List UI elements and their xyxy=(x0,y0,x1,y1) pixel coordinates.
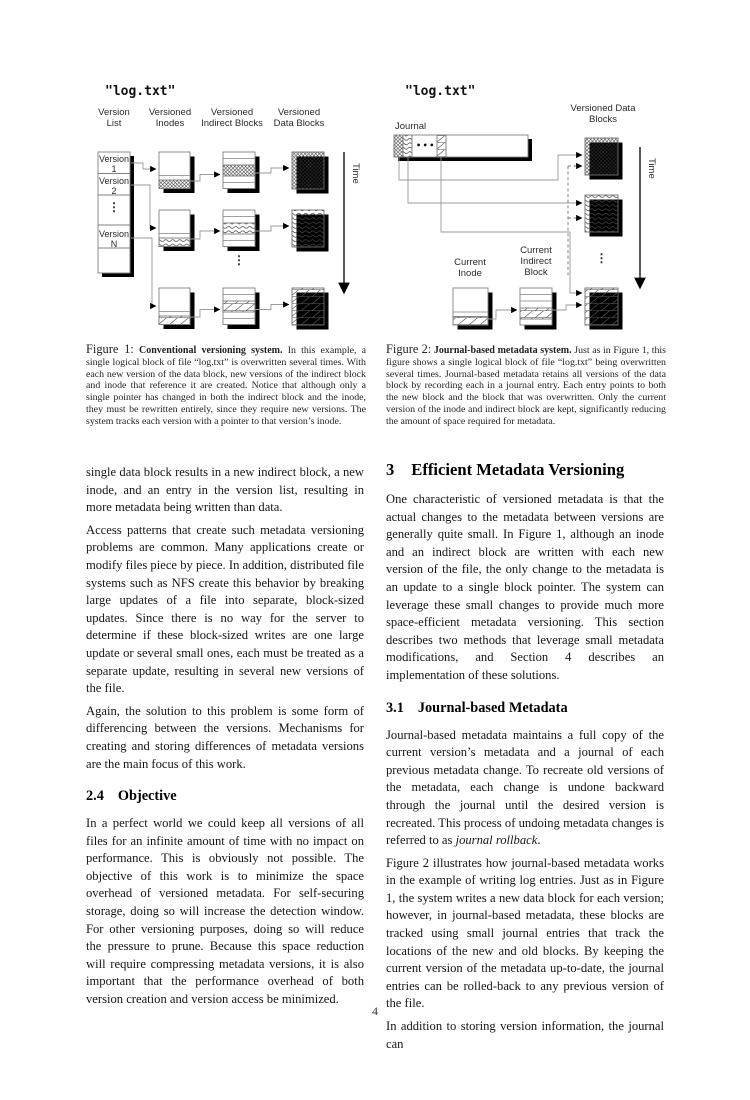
section-heading-3 xyxy=(386,460,664,480)
fig2-journal-ellipsis: ••• xyxy=(416,141,436,150)
section-number: 3.1 xyxy=(386,699,404,716)
right-paragraph-3: Figure 2 illustrates how journal-based metadata works in the example of writing log entries. Just as in Figure 1, the system writes a new data block for each version; however, in journal-based metadata, these blocks are tracked using small journal entries that track the locations of the new and old blocks. By keeping the current version of the metadata up-to-date, the journal entries can be rolled-back to any previous version of the file. xyxy=(386,855,664,1011)
right-paragraph-2-period: . xyxy=(537,833,541,848)
page-number: 4 xyxy=(372,1004,378,1018)
fig2-current-indirect-block xyxy=(520,288,557,330)
figure2-caption xyxy=(386,344,666,428)
section-title: Objective xyxy=(117,788,177,805)
section-heading-2-4 xyxy=(86,788,364,805)
figure2-caption-text: Just as in Figure 1, this figure shows a single logical block of file “log.txt” being overwritten several times. Journal-based metadata retains all versions of the data block by recording each in a journal entry. Each entry points to both the new block and the block that was overwritten. Only the current version of the inode and indirect block are kept, significantly reducing the amount of space required for metadata. xyxy=(386,345,667,427)
right-paragraph-2-text: Journal-based metadata maintains a full copy of the current version’s metadata and a journal of each previous metadata change. To recreate old versions of the metadata, each change is undone backward through the journal until the desired version is recreated. This process of undoing metadata changes is referred to as xyxy=(386,727,664,848)
right-column xyxy=(386,460,664,1058)
fig1-version-2-cell: Version 2 xyxy=(98,176,130,197)
figure2-caption-title: Journal-based metadata system. xyxy=(433,345,572,356)
fig2-journal-label: Journal xyxy=(395,121,427,132)
fig1-time-label: Time xyxy=(350,163,361,184)
fig1-indirect-ellipsis: ⋮ xyxy=(233,253,245,267)
figure2-caption-number: Figure 2: xyxy=(386,342,432,356)
figure1-caption-text: In this example, a single logical block of file “log.txt” is overwritten several times. With each new version of the data block, new versions of the indirect block and inode that reference it are created. Notice that although only a single pointer has changed in both the indirect block and the inode, they must be rewritten entirely, since they require new versions. The system tracks each version with a pointer to that version’s inode. xyxy=(86,345,367,427)
fig2-file-title: "log.txt" xyxy=(405,84,476,99)
right-paragraph-1: One characteristic of versioned metadata is that the actual changes to the metadata between versions are generally quite small. In Figure 1, although an inode and an indirect block are written with each new version of the file, the only change to the metadata is an update to a single block pointer. The system can leverage these small changes to provide much more space-efficient metadata versioning. This section describes two methods that leverage small metadata modifications, and Section 4 describes an implementation of these solutions. xyxy=(386,492,664,682)
fig2-data-ellipsis: ⋮ xyxy=(595,251,608,265)
left-paragraph-2: Access patterns that create such metadata versioning problems are common. Many applications create or modify files piece by piece. In addition, distributed file systems such as NFS create this behavior by breaking large updates of a file into separate, block-sized updates. Since there is no way for the server to determine if these block-sized writes are one large update or several small ones, each must be treated as a separate update, resulting in several new versions of the file. xyxy=(86,522,364,696)
right-paragraph-4: In addition to storing version information, the journal can xyxy=(386,1019,664,1051)
section-number: 3 xyxy=(386,460,395,479)
section-heading-3-1 xyxy=(386,700,664,717)
fig1-version-1-cell: Version 1 xyxy=(98,154,130,175)
fig1-connectors xyxy=(131,163,289,317)
left-column xyxy=(86,464,364,1014)
journal-rollback-term: journal rollback xyxy=(455,833,538,848)
section-title: Journal-based Metadata xyxy=(417,699,568,716)
fig2-current-indirect-label: Current Indirect Block xyxy=(520,245,552,279)
fig1-version-n-cell: Version N xyxy=(98,229,130,250)
fig2-time-label: Time xyxy=(646,158,657,179)
left-paragraph-4: In a perfect world we could keep all versions of all files for an infinite amount of time with no impact on performance. This is obviously not possible. The objective of this work is to minimize the space overhead of versioned metadata. For self-securing storage, doing so will increase the detection window. For other versioning purposes, doing so will reduce the pressure to prune. Because this space reduction will require compressing metadata versions, it is also important that the performance overhead of both version creation and version access be minimized. xyxy=(86,816,364,1007)
figure1-caption xyxy=(86,344,366,428)
fig1-version-ellipsis: ⋮ xyxy=(108,200,120,214)
section-number: 2.4 xyxy=(86,788,104,805)
fig1-header-indirect: Versioned Indirect Blocks xyxy=(201,107,263,130)
fig2-current-inode-label: Current Inode xyxy=(454,257,486,280)
figure1-caption-number: Figure 1: xyxy=(86,342,134,356)
fig1-header-inodes: Versioned Inodes xyxy=(148,107,192,130)
fig2-journal-box xyxy=(394,135,532,161)
fig2-header-data-blocks: Versioned Data Blocks xyxy=(570,103,636,126)
left-paragraph-1: single data block results in a new indirect block, a new inode, and an entry in the version list, resulting in more metadata being written than data. xyxy=(86,465,364,515)
fig1-file-title: "log.txt" xyxy=(105,84,176,99)
fig1-data-blocks xyxy=(292,152,329,330)
fig1-inode-blocks xyxy=(159,152,195,329)
section-title: Efficient Metadata Versioning xyxy=(411,460,625,479)
fig1-header-version-list: Version List xyxy=(98,107,130,130)
fig1-header-data: Versioned Data Blocks xyxy=(273,107,325,130)
left-paragraph-3: Again, the solution to this problem is some form of differencing between the versions. Mechanisms for creating and storing differences of metadata versions are the main focus of this work. xyxy=(86,703,364,771)
figure1-caption-title: Conventional versioning system. xyxy=(139,345,283,356)
fig1-indirect-blocks xyxy=(223,152,260,329)
fig2-data-blocks xyxy=(585,138,623,330)
fig2-current-inode-block xyxy=(453,288,493,330)
right-paragraph-2 xyxy=(386,727,664,850)
